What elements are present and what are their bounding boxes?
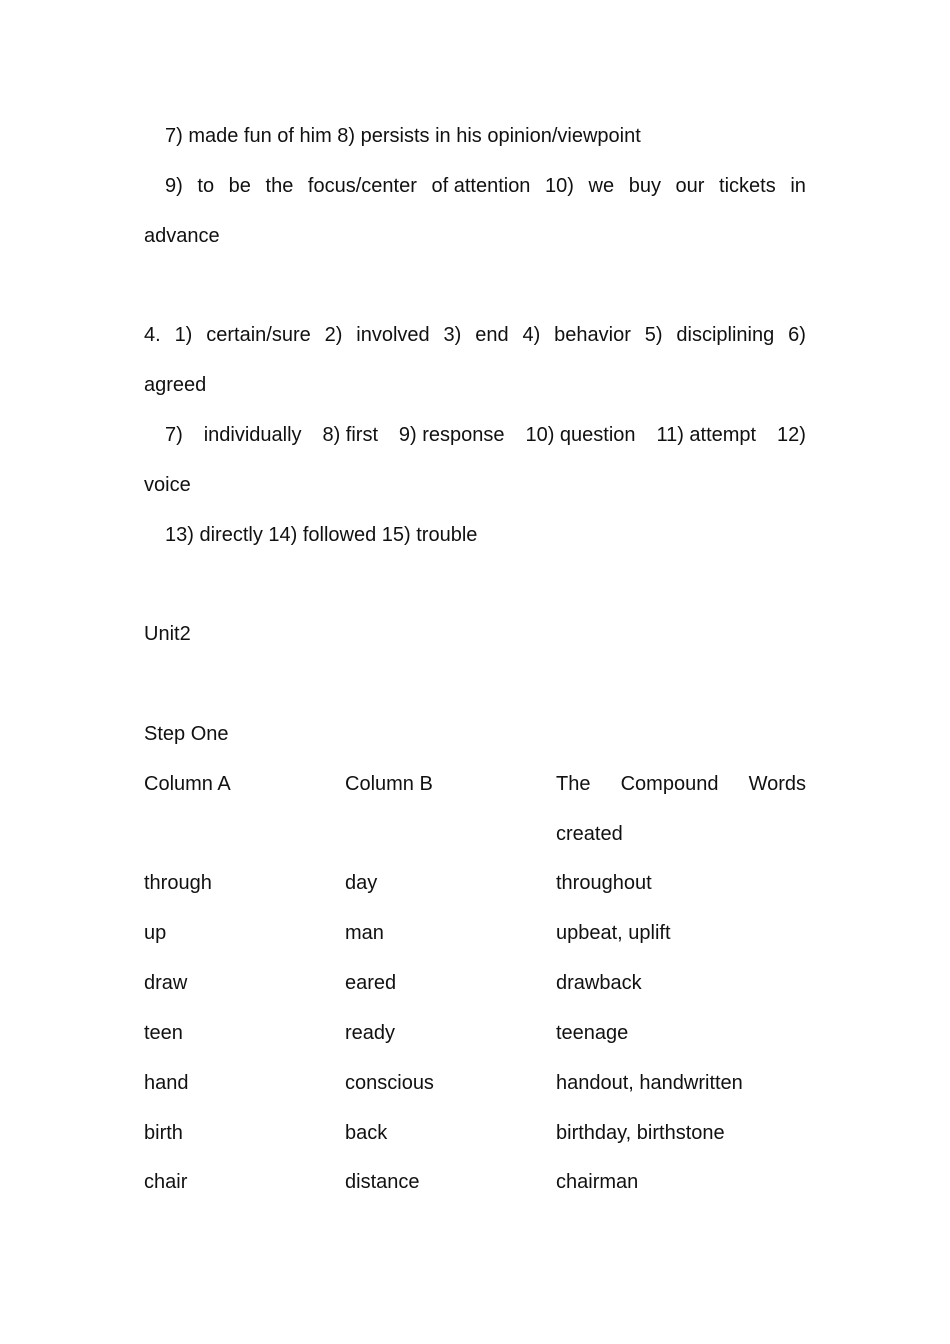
word: 4) (522, 324, 541, 346)
word: 4. (144, 324, 161, 346)
column-header-a: Column A (144, 773, 231, 795)
table-cell-c: chairman (556, 1171, 639, 1193)
exercise-4-line-2: agreed (144, 374, 207, 396)
table-cell-c: drawback (556, 972, 642, 994)
table-cell-b: eared (345, 972, 397, 994)
table-cell-b: distance (345, 1171, 420, 1193)
table-cell-a: teen (144, 1022, 183, 1044)
word: The (556, 773, 591, 795)
table-cell-a: hand (144, 1072, 189, 1094)
table-cell-b: conscious (345, 1072, 434, 1094)
word: 2) (324, 324, 343, 346)
word: 10) (545, 175, 574, 197)
word: 12) (777, 424, 806, 446)
table-cell-c: upbeat, uplift (556, 922, 671, 944)
word: to (197, 175, 215, 197)
word: tickets (719, 175, 776, 197)
table-cell-c: handout, handwritten (556, 1072, 743, 1094)
word: 11) attempt (656, 424, 757, 446)
word: in (790, 175, 806, 197)
word: certain/sure (206, 324, 311, 346)
column-header-c-wrap: created (556, 823, 623, 845)
column-header-b: Column B (345, 773, 433, 795)
word: we (588, 175, 615, 197)
word: 9) (165, 175, 183, 197)
table-cell-b: day (345, 872, 378, 894)
word: be (228, 175, 251, 197)
word: buy (628, 175, 661, 197)
word: end (475, 324, 509, 346)
table-cell-b: back (345, 1122, 388, 1144)
word: Words (748, 773, 806, 795)
word: behavior (554, 324, 631, 346)
table-cell-a: birth (144, 1122, 183, 1144)
word: Compound (620, 773, 719, 795)
word: individually (203, 424, 302, 446)
answer-line-9-10 (165, 174, 806, 198)
word: the (265, 175, 294, 197)
word: our (675, 175, 705, 197)
table-cell-c: birthday, birthstone (556, 1122, 725, 1144)
word: 7) (165, 424, 183, 446)
exercise-4-line-3 (165, 423, 806, 447)
exercise-4-line-1 (144, 323, 806, 347)
step-heading: Step One (144, 723, 229, 745)
table-cell-b: ready (345, 1022, 396, 1044)
table-cell-b: man (345, 922, 384, 944)
table-cell-a: chair (144, 1171, 188, 1193)
word: focus/center (307, 175, 417, 197)
exercise-4-line-4: voice (144, 474, 191, 496)
word: 1) (174, 324, 193, 346)
word: 8) first (322, 424, 379, 446)
word: 5) (644, 324, 663, 346)
word: of attention (431, 175, 531, 197)
word: involved (356, 324, 430, 346)
answer-line-7-8: 7) made fun of him 8) persists in his opinion/viewpoint (165, 125, 641, 147)
table-cell-c: throughout (556, 872, 652, 894)
table-cell-c: teenage (556, 1022, 629, 1044)
exercise-4-line-5: 13) directly 14) followed 15) trouble (165, 524, 478, 546)
word: disciplining (676, 324, 775, 346)
answer-line-continuation: advance (144, 225, 220, 247)
word: 10) question (525, 424, 636, 446)
word: 9) response (398, 424, 505, 446)
column-header-c (556, 772, 806, 796)
table-cell-a: draw (144, 972, 188, 994)
table-cell-a: up (144, 922, 167, 944)
table-cell-a: through (144, 872, 212, 894)
word: 6) (788, 324, 806, 346)
word: 3) (443, 324, 462, 346)
unit-heading: Unit2 (144, 623, 191, 645)
